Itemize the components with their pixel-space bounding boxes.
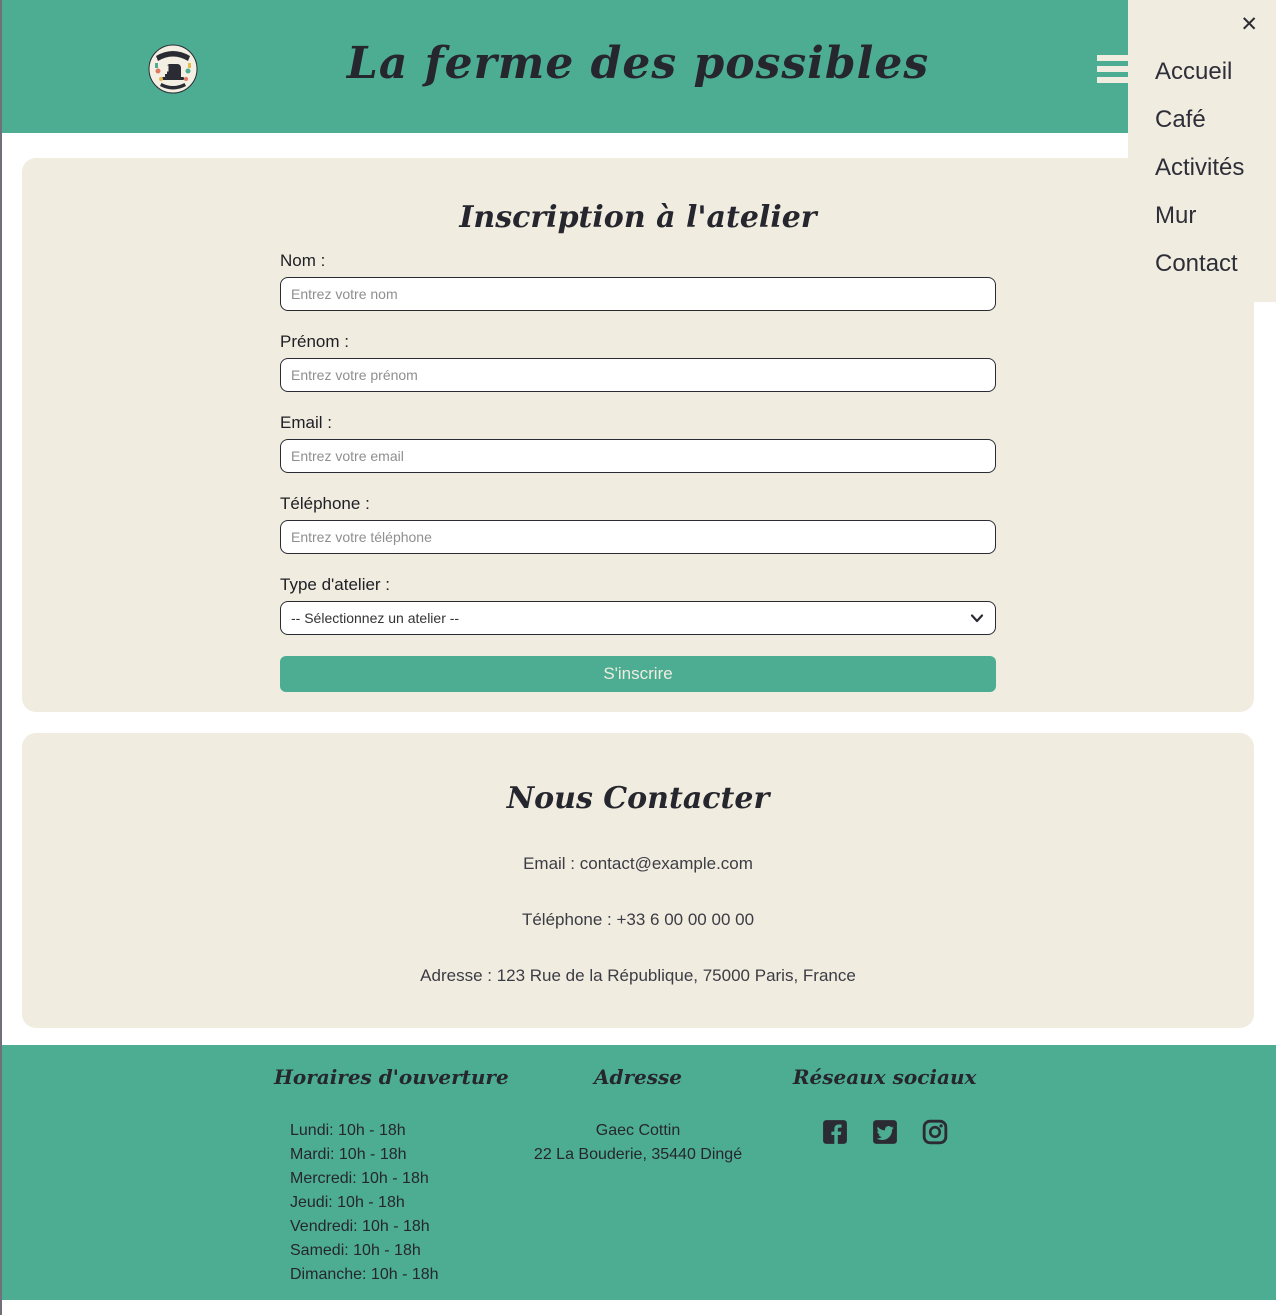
contact-title: Nous Contacter <box>506 781 770 816</box>
email-label: Email : <box>280 413 332 432</box>
footer-social-column <box>761 1065 1008 1287</box>
type-atelier-label: Type d'atelier : <box>280 575 391 594</box>
contact-address: Adresse : 123 Rue de la République, 75000 Paris, France <box>420 966 856 985</box>
nom-input[interactable] <box>280 277 996 311</box>
contact-card <box>22 733 1254 1028</box>
twitter-icon[interactable] <box>872 1119 898 1145</box>
hours-title: Horaires d'ouverture <box>273 1065 509 1089</box>
site-footer <box>0 1045 1276 1300</box>
hours-list <box>268 1119 515 1287</box>
window-edge <box>0 0 2 1315</box>
hours-jeudi: Jeudi: 10h - 18h <box>290 1194 405 1211</box>
field-telephone <box>280 494 996 554</box>
signup-card <box>22 158 1254 712</box>
facebook-icon[interactable] <box>822 1119 848 1145</box>
footer-address-column <box>515 1065 762 1287</box>
social-title: Réseaux sociaux <box>792 1065 977 1089</box>
hours-mercredi: Mercredi: 10h - 18h <box>290 1170 429 1187</box>
field-prenom <box>280 332 996 392</box>
telephone-input[interactable] <box>280 520 996 554</box>
instagram-icon[interactable] <box>922 1119 948 1145</box>
site-header <box>0 0 1276 133</box>
nom-label: Nom : <box>280 251 326 270</box>
hours-lundi: Lundi: 10h - 18h <box>290 1122 406 1139</box>
hours-vendredi: Vendredi: 10h - 18h <box>290 1218 430 1235</box>
prenom-input[interactable] <box>280 358 996 392</box>
menu-item-activites[interactable]: Activités <box>1155 154 1245 181</box>
hamburger-menu-icon[interactable] <box>1097 55 1128 85</box>
field-type-atelier <box>280 575 996 635</box>
page-title: La ferme des possibles <box>346 38 930 89</box>
hours-dimanche: Dimanche: 10h - 18h <box>290 1266 439 1283</box>
footer-hours-column <box>268 1065 515 1287</box>
menu-item-mur[interactable]: Mur <box>1155 202 1197 229</box>
hours-samedi: Samedi: 10h - 18h <box>290 1242 421 1259</box>
address-line-name: Gaec Cottin <box>595 1122 681 1139</box>
hours-mardi: Mardi: 10h - 18h <box>290 1146 407 1163</box>
address-title: Adresse <box>594 1065 683 1089</box>
contact-email: Email : contact@example.com <box>523 854 753 873</box>
contact-phone: Téléphone : +33 6 00 00 00 00 <box>521 910 755 929</box>
menu-item-accueil[interactable]: Accueil <box>1155 58 1233 85</box>
prenom-label: Prénom : <box>280 332 349 351</box>
main-nav <box>1128 0 1276 278</box>
telephone-label: Téléphone : <box>280 494 370 513</box>
atelier-select[interactable] <box>280 601 996 635</box>
signup-title: Inscription à l'atelier <box>459 200 817 235</box>
main-content <box>0 158 1276 1028</box>
close-icon[interactable]: ✕ <box>1240 13 1258 36</box>
menu-item-cafe[interactable]: Café <box>1155 106 1206 133</box>
field-email <box>280 413 996 473</box>
address-line-street: 22 La Bouderie, 35440 Dingé <box>533 1146 743 1163</box>
subscribe-button[interactable]: S'inscrire <box>280 656 996 692</box>
field-nom <box>280 251 996 311</box>
menu-item-contact[interactable]: Contact <box>1155 250 1238 277</box>
email-input[interactable] <box>280 439 996 473</box>
nav-menu-panel <box>1128 0 1276 302</box>
